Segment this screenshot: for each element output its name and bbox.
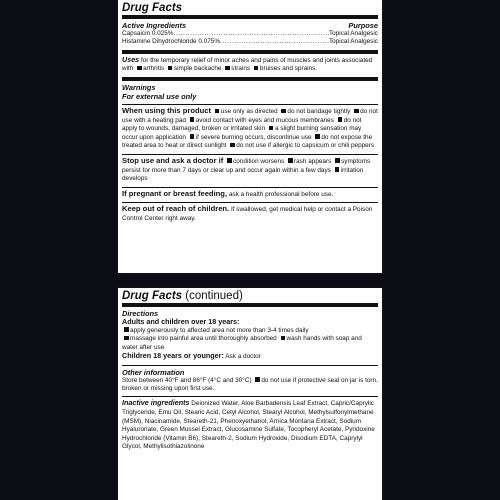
left-dark-border — [0, 0, 116, 500]
seal-text: do not use if protective seal on jar is torn, broken or missing upon first use. — [122, 376, 378, 393]
warning-item: do not use if allergic to capsicum or chili peppers — [236, 142, 375, 150]
stop-use-item: irritation develops — [122, 166, 364, 183]
children-row — [122, 352, 378, 362]
other-information-text — [122, 377, 378, 394]
uses-section — [122, 50, 378, 77]
uses-item: simple backache — [173, 65, 222, 73]
drug-facts-panel — [116, 0, 384, 275]
stop-use-section — [122, 154, 378, 187]
directions-list — [122, 327, 378, 352]
ingredient-purpose: Topical Analgesic — [328, 30, 378, 37]
pregnancy-label: If pregnant or breast feeding, — [122, 188, 228, 198]
children-label: Children 18 years or younger: — [122, 351, 224, 361]
bullet-square — [168, 66, 173, 71]
uses-item: bruises and sprains. — [259, 65, 318, 73]
bullet-square — [315, 134, 320, 139]
bullet-square — [281, 336, 286, 341]
active-header-row — [122, 21, 378, 30]
bullet-square — [288, 158, 293, 163]
active-ingredients-header: Active Ingredients — [122, 21, 187, 30]
warning-item: if severe burning occurs, discontinue use — [195, 133, 312, 141]
inactive-label: Inactive ingredients — [122, 398, 190, 408]
inactive-ingredients-section — [122, 396, 378, 455]
inactive-text: Deionized Water, Aloe Barbadensis Leaf Extract, Capric/Caprylic Triglyceride, Emu Oil, Stearic Acid, Cetyl Alcohol, Stearyl Alcohol, Methylsulfonylmethane (MSM), Niacinamide, Steareth-21, Phenoxyethanol, Arnica Montana Extract, Sodium Hyaluronate, Green Mussel Extract, Glucosamine Sulfate, Tocopheryl Acetate, Pyridoxine Hydrochloride (Vitamin B6), Steareth-2, Sodium Hydroxide, Disodium EDTA, Caprylyl Glycol, Methylisothiazolinone — [122, 400, 375, 451]
leader-dots — [220, 38, 329, 46]
active-ingredients-section — [122, 15, 378, 50]
panel-title — [122, 288, 378, 303]
ingredient-row — [122, 38, 378, 46]
bullet-square — [354, 109, 359, 114]
ingredient-name: Capsaicin 0.025% — [122, 30, 174, 37]
pregnancy-text: ask a health professional before use. — [227, 190, 334, 198]
panel-title: Drug Facts — [122, 2, 183, 14]
ingredient-name: Histamine Dihydrochloride 0.075% — [122, 38, 221, 46]
storage-text: Store between 40°F and 86°F (4°C and 30°C) — [122, 376, 252, 384]
warning-item: do not expose the treated area to heat or direct sunlight — [122, 133, 373, 150]
directions-section — [122, 303, 378, 365]
children-text: Ask a doctor — [223, 353, 261, 361]
warning-item: use only as directed — [220, 108, 278, 115]
drug-facts-continued-panel — [116, 286, 384, 500]
warnings-subtitle: For external use only — [122, 92, 197, 101]
direction-item: apply generously to affected area not more than 3-4 times daily — [130, 326, 309, 334]
uses-item: strains — [231, 65, 251, 73]
bullet-square — [281, 109, 286, 114]
bullet-square — [338, 117, 343, 122]
bullet-square — [190, 117, 195, 122]
ingredient-purpose: Topical Analgesic — [328, 38, 378, 46]
bullet-square — [269, 126, 274, 131]
stop-use-item: symptoms persist for more than 7 days or clear up and occur again within a few days — [122, 157, 371, 174]
uses-text: for the temporary relief of minor aches and pains of muscles and joints associated with — [122, 56, 373, 73]
right-dark-border — [384, 0, 500, 500]
when-using-label: When using this product — [122, 106, 212, 115]
continued-text: (continued) — [182, 290, 243, 302]
uses-item: arthritis — [143, 65, 165, 73]
stop-use-label: Stop use and ask a doctor if — [122, 155, 224, 165]
bullet-square — [255, 377, 260, 382]
keep-out-label: Keep out of reach of children. — [122, 204, 230, 214]
bullet-square — [225, 66, 230, 71]
purpose-header: Purpose — [348, 21, 378, 30]
when-using-section — [122, 104, 378, 154]
bullet-square — [230, 143, 235, 148]
bullet-square — [227, 158, 232, 163]
leader-dots — [174, 30, 329, 38]
direction-item: wash hands with soap and water after use — [122, 335, 362, 351]
direction-item: massage into painful area until thoroughly absorbed — [130, 335, 277, 343]
warning-item: do not use with a heating pad — [122, 108, 378, 124]
warnings-title: Warnings — [122, 83, 156, 92]
bullet-square — [335, 158, 340, 163]
stop-use-item: condition worsens — [233, 157, 285, 165]
directions-header: Directions — [122, 309, 159, 318]
bullet-square — [190, 134, 195, 139]
stop-use-item: rash appears — [294, 157, 332, 165]
pregnancy-section — [122, 187, 378, 203]
bullet-square — [137, 66, 142, 71]
warning-item: a slight burning sensation may occur upon application — [122, 125, 362, 141]
keep-out-section — [122, 202, 378, 226]
bullet-square — [215, 109, 220, 114]
other-information-section — [122, 365, 378, 397]
bullet-square — [254, 66, 259, 71]
warning-item: do not apply to wounds, damaged, broken or irritated skin — [122, 116, 362, 133]
panel-divider — [116, 275, 384, 286]
bullet-square — [124, 327, 129, 332]
uses-label: Uses — [122, 54, 140, 64]
other-information-header: Other information — [122, 367, 185, 377]
adults-label: Adults and children over 18 years: — [122, 317, 240, 326]
keep-out-text: If swallowed, get medical help or contact a Poison Control Center right away. — [122, 206, 373, 222]
ingredient-row — [122, 30, 378, 38]
title-text: Drug Facts — [122, 290, 183, 302]
bullet-square — [335, 167, 340, 172]
bullet-square — [124, 336, 129, 341]
warnings-header-section — [122, 77, 378, 104]
warning-item: avoid contact with eyes and mucous membranes — [195, 116, 334, 124]
warning-item: do not bandage tightly — [287, 108, 351, 115]
